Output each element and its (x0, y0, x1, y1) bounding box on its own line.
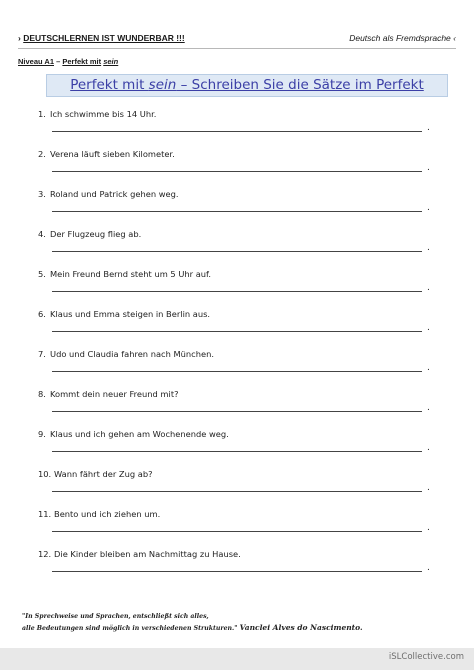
exercise-item (38, 229, 438, 269)
topic-word: sein (103, 57, 119, 66)
banner-part2: sein (148, 77, 177, 93)
line-end-mark: . (427, 563, 430, 573)
line-end-mark: . (427, 403, 430, 413)
quote-line-1: "In Sprechweise und Sprachen, entschließt sich alles, (22, 613, 209, 620)
exercise-sentence: Ich schwimme bis 14 Uhr. (50, 109, 157, 119)
exercise-number: 8. (38, 389, 46, 399)
line-end-mark: . (427, 363, 430, 373)
line-end-mark: . (427, 323, 430, 333)
exercise-item (38, 509, 438, 549)
answer-line[interactable] (52, 491, 422, 492)
exercise-item (38, 389, 438, 429)
exercise-number: 10. (38, 469, 52, 479)
line-end-mark: . (427, 163, 430, 173)
exercise-sentence: Klaus und Emma steigen in Berlin aus. (50, 309, 211, 319)
exercise-number: 9. (38, 429, 46, 439)
answer-line[interactable] (52, 371, 422, 372)
quote-author: Vanclei Alves do Nascimento. (239, 622, 363, 632)
exercise-item (38, 189, 438, 229)
title-banner (46, 74, 448, 97)
line-end-mark: . (427, 523, 430, 533)
exercise-number: 3. (38, 189, 46, 199)
header-right-text: Deutsch als Fremdsprache (349, 33, 451, 43)
answer-line[interactable] (52, 571, 422, 572)
exercise-sentence: Der Flugzeug flieg ab. (50, 229, 142, 239)
exercise-sentence: Kommt dein neuer Freund mit? (50, 389, 179, 399)
page-header (18, 33, 456, 47)
answer-line[interactable] (52, 251, 422, 252)
header-right (349, 33, 456, 43)
line-end-mark: . (427, 443, 430, 453)
topic-label: Perfekt mit (62, 57, 102, 66)
banner-part3: – Schreiben Sie die Sätze im Perfekt (176, 77, 424, 93)
banner-part1: Perfekt mit (70, 77, 149, 93)
exercise-sentence: Verena läuft sieben Kilometer. (50, 149, 175, 159)
exercise-sentence: Wann fährt der Zug ab? (54, 469, 153, 479)
answer-line[interactable] (52, 211, 422, 212)
line-end-mark: . (427, 483, 430, 493)
line-end-mark: . (427, 283, 430, 293)
exercise-number: 6. (38, 309, 46, 319)
level-label: Niveau A1 (18, 57, 54, 66)
header-marker-right: ‹ (453, 33, 456, 43)
exercise-sentence: Mein Freund Bernd steht um 5 Uhr auf. (50, 269, 212, 279)
level-dash: – (56, 57, 61, 66)
exercise-item (38, 549, 438, 589)
header-divider (18, 48, 456, 49)
exercise-item (38, 149, 438, 189)
header-title: DEUTSCHLERNEN IST WUNDERBAR !!! (23, 33, 185, 43)
answer-line[interactable] (52, 411, 422, 412)
exercise-item (38, 469, 438, 509)
exercise-item (38, 349, 438, 389)
exercise-item (38, 429, 438, 469)
answer-line[interactable] (52, 291, 422, 292)
exercise-sentence: Udo und Claudia fahren nach München. (50, 349, 214, 359)
exercise-number: 11. (38, 509, 52, 519)
header-marker-left: › (18, 33, 21, 43)
exercise-number: 1. (38, 109, 46, 119)
exercise-sentence: Bento und ich ziehen um. (54, 509, 161, 519)
answer-line[interactable] (52, 451, 422, 452)
header-left (18, 33, 185, 43)
answer-line[interactable] (52, 131, 422, 132)
exercise-number: 2. (38, 149, 46, 159)
answer-line[interactable] (52, 531, 422, 532)
exercise-sentence: Klaus und ich gehen am Wochenende weg. (50, 429, 229, 439)
exercise-sentence: Die Kinder bleiben am Nachmittag zu Hause. (54, 549, 241, 559)
exercise-number: 4. (38, 229, 46, 239)
exercise-item (38, 109, 438, 149)
quote-block (22, 612, 462, 634)
site-credit: iSLCollective.com (388, 652, 464, 662)
answer-line[interactable] (52, 331, 422, 332)
exercise-number: 12. (38, 549, 52, 559)
line-end-mark: . (427, 243, 430, 253)
line-end-mark: . (427, 203, 430, 213)
answer-line[interactable] (52, 171, 422, 172)
level-subheader (18, 57, 118, 66)
exercise-number: 5. (38, 269, 46, 279)
exercise-number: 7. (38, 349, 46, 359)
line-end-mark: . (427, 123, 430, 133)
exercise-item (38, 309, 438, 349)
quote-line-2: alle Bedeutungen sind möglich in verschiedenen Strukturen." (22, 624, 238, 632)
exercise-item (38, 269, 438, 309)
exercise-sentence: Roland und Patrick gehen weg. (50, 189, 179, 199)
